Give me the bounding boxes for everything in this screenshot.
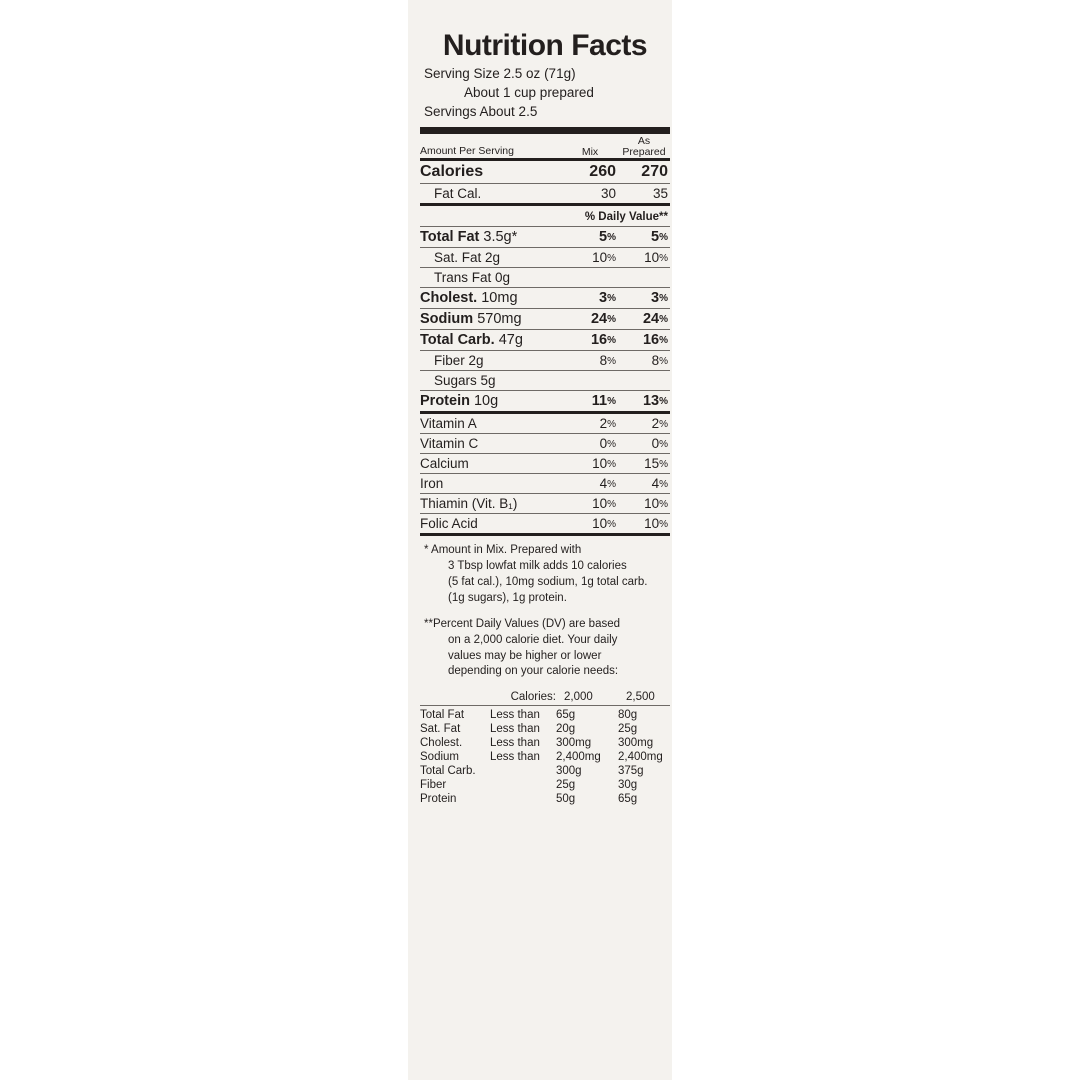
servings-per-container: Servings About 2.5 — [424, 103, 538, 119]
amount-per-serving-label: Amount Per Serving — [420, 145, 514, 158]
table-row — [420, 414, 670, 433]
calories-label: Calories — [420, 163, 484, 181]
footnote-daily-values: **Percent Daily Values (DV) are based on a 2,000 calorie diet. Your daily values may be higher or lower depending on your calorie needs: — [424, 617, 621, 678]
table-row — [420, 434, 670, 453]
table-row — [420, 227, 670, 247]
dv-qualifier — [490, 778, 556, 792]
dv-table-row — [420, 764, 670, 778]
vitamin-rows — [420, 414, 670, 533]
dv-qualifier: Less than — [490, 737, 540, 750]
nutrient-prepared-value: 10% — [644, 250, 668, 266]
calories-table — [420, 161, 670, 183]
vitamin-mix-value: 4% — [599, 476, 616, 492]
nutrient-name: Sodium 570mg — [420, 311, 522, 328]
nutrient-prepared-value — [620, 371, 670, 390]
table-row — [420, 248, 670, 267]
vitamin-name: Folic Acid — [420, 516, 478, 532]
dv-nutrient-name: Total Carb. — [420, 765, 476, 778]
nutrient-name: Trans Fat 0g — [434, 270, 511, 286]
dv-qualifier — [490, 792, 556, 806]
vitamin-prepared-value: 15% — [644, 456, 668, 472]
column-mix-label: Mix — [581, 145, 599, 158]
table-row — [420, 391, 670, 411]
nutrient-name: Fiber 2g — [434, 353, 484, 369]
fat-cal-label: Fat Cal. — [434, 186, 482, 202]
column-prepared-label: As Prepared — [622, 134, 666, 158]
nutrient-name: Protein 10g — [420, 393, 499, 410]
dv-header-2000: 2,000 — [564, 691, 593, 704]
dv-value-2500: 25g — [618, 723, 638, 736]
dv-nutrient-name: Total Fat — [420, 709, 465, 722]
nutrient-name: Total Fat 3.5g* — [420, 229, 518, 246]
vitamin-prepared-value: 0% — [651, 436, 668, 452]
table-row-fat-calories — [420, 184, 670, 203]
dv-qualifier: Less than — [490, 723, 540, 736]
table-row — [420, 268, 670, 287]
vitamin-mix-value: 2% — [599, 416, 616, 432]
nutrient-name: Total Carb. 47g — [420, 332, 523, 349]
nutrient-name: Cholest. 10mg — [420, 290, 518, 307]
dv-table-row — [420, 708, 670, 722]
dv-value-2000: 300mg — [556, 737, 592, 750]
dv-table-row — [420, 722, 670, 736]
vitamin-name: Vitamin C — [420, 436, 479, 452]
dv-header-2500: 2,500 — [626, 691, 655, 704]
nutrient-mix-value: 8% — [599, 353, 616, 369]
table-row — [420, 454, 670, 473]
nutrient-prepared-value: 5% — [651, 229, 668, 246]
divider-thick — [420, 127, 670, 134]
vitamin-prepared-value: 10% — [644, 516, 668, 532]
vitamin-mix-value: 10% — [592, 496, 616, 512]
table-row — [420, 330, 670, 350]
nutrient-mix-value: 10% — [592, 250, 616, 266]
vitamin-prepared-value: 10% — [644, 496, 668, 512]
table-row — [420, 309, 670, 329]
dv-header-blank — [420, 690, 490, 705]
dv-nutrient-name: Cholest. — [420, 737, 463, 750]
dv-header-row — [420, 690, 670, 705]
nutrient-mix-value: 24% — [590, 311, 616, 328]
vitamin-mix-value: 10% — [592, 516, 616, 532]
fat-cal-prepared: 35 — [652, 186, 668, 202]
nutrient-prepared-value: 8% — [651, 353, 668, 369]
serving-info — [420, 64, 670, 121]
fat-calories-table — [420, 184, 670, 203]
footnotes — [420, 536, 670, 680]
dv-value-2500: 375g — [618, 765, 644, 778]
nutrient-prepared-value — [620, 268, 670, 287]
dv-qualifier: Less than — [490, 709, 540, 722]
dv-nutrient-name: Protein — [420, 793, 457, 806]
dv-value-2000: 300g — [556, 765, 582, 778]
dv-header-calories: Calories: — [510, 691, 556, 704]
dv-value-2500: 65g — [618, 793, 638, 806]
dv-value-2000: 2,400mg — [556, 751, 601, 764]
serving-note: About 1 cup prepared — [464, 84, 594, 100]
nutrient-prepared-value: 3% — [651, 290, 668, 307]
table-row — [420, 474, 670, 493]
dv-value-2000: 65g — [556, 709, 576, 722]
serving-size: Serving Size 2.5 oz (71g) — [424, 65, 576, 81]
dv-table-row — [420, 750, 670, 764]
table-row — [420, 494, 670, 513]
fat-cal-mix: 30 — [600, 186, 616, 202]
nutrient-prepared-value: 24% — [642, 311, 668, 328]
dv-table-row — [420, 792, 670, 806]
dv-nutrient-name: Fiber — [420, 779, 447, 792]
nutrient-mix-value: 16% — [590, 332, 616, 349]
dv-value-2500: 30g — [618, 779, 638, 792]
dv-nutrient-name: Sodium — [420, 751, 459, 764]
vitamin-name: Iron — [420, 476, 444, 492]
calories-mix: 260 — [589, 163, 616, 181]
table-row-calories — [420, 161, 670, 183]
nutrient-name: Sugars 5g — [434, 373, 496, 389]
table-header-row — [420, 134, 670, 158]
nutrient-name: Sat. Fat 2g — [434, 250, 501, 266]
vitamin-name: Calcium — [420, 456, 469, 472]
nutrient-mix-value — [564, 268, 620, 287]
nutrition-facts-label — [420, 30, 670, 806]
dv-value-2000: 50g — [556, 793, 576, 806]
daily-value-header: % Daily Value** — [584, 211, 668, 224]
table-row — [420, 351, 670, 370]
vitamin-prepared-value: 2% — [651, 416, 668, 432]
nutrient-prepared-value: 13% — [642, 393, 668, 410]
nutrient-mix-value: 3% — [599, 290, 616, 307]
dv-value-2000: 25g — [556, 779, 576, 792]
page-title: Nutrition Facts — [442, 29, 648, 62]
dv-value-2500: 80g — [618, 709, 638, 722]
vitamin-prepared-value: 4% — [651, 476, 668, 492]
dv-nutrient-name: Sat. Fat — [420, 723, 461, 736]
nutrient-rows — [420, 227, 670, 411]
table-row — [420, 371, 670, 390]
calories-prepared: 270 — [641, 163, 668, 181]
nutrient-prepared-value: 16% — [642, 332, 668, 349]
dv-value-2500: 2,400mg — [618, 751, 663, 764]
nutrient-table — [420, 134, 670, 158]
vitamin-mix-value: 0% — [599, 436, 616, 452]
divider-thin-dvtable — [420, 705, 670, 706]
table-row — [420, 288, 670, 308]
nutrient-mix-value: 5% — [599, 229, 616, 246]
dv-qualifier — [490, 764, 556, 778]
daily-values-reference-table — [420, 690, 670, 705]
dv-table-row — [420, 736, 670, 750]
dv-value-2500: 300mg — [618, 737, 654, 750]
dv-rows — [420, 708, 670, 806]
vitamin-mix-value: 10% — [592, 456, 616, 472]
dv-value-2000: 20g — [556, 723, 576, 736]
footnote-asterisk: * Amount in Mix. Prepared with 3 Tbsp lowfat milk adds 10 calories (5 fat cal.), 10mg sodium, 1g total carb. (1g sugars), 1g protein. — [424, 544, 648, 604]
vitamin-name: Vitamin A — [420, 416, 477, 432]
nutrient-mix-value: 11% — [591, 393, 616, 410]
dv-table-row — [420, 778, 670, 792]
table-row — [420, 514, 670, 533]
vitamin-name: Thiamin (Vit. B₁) — [420, 496, 518, 512]
nutrient-mix-value — [564, 371, 620, 390]
dv-qualifier: Less than — [490, 751, 540, 764]
